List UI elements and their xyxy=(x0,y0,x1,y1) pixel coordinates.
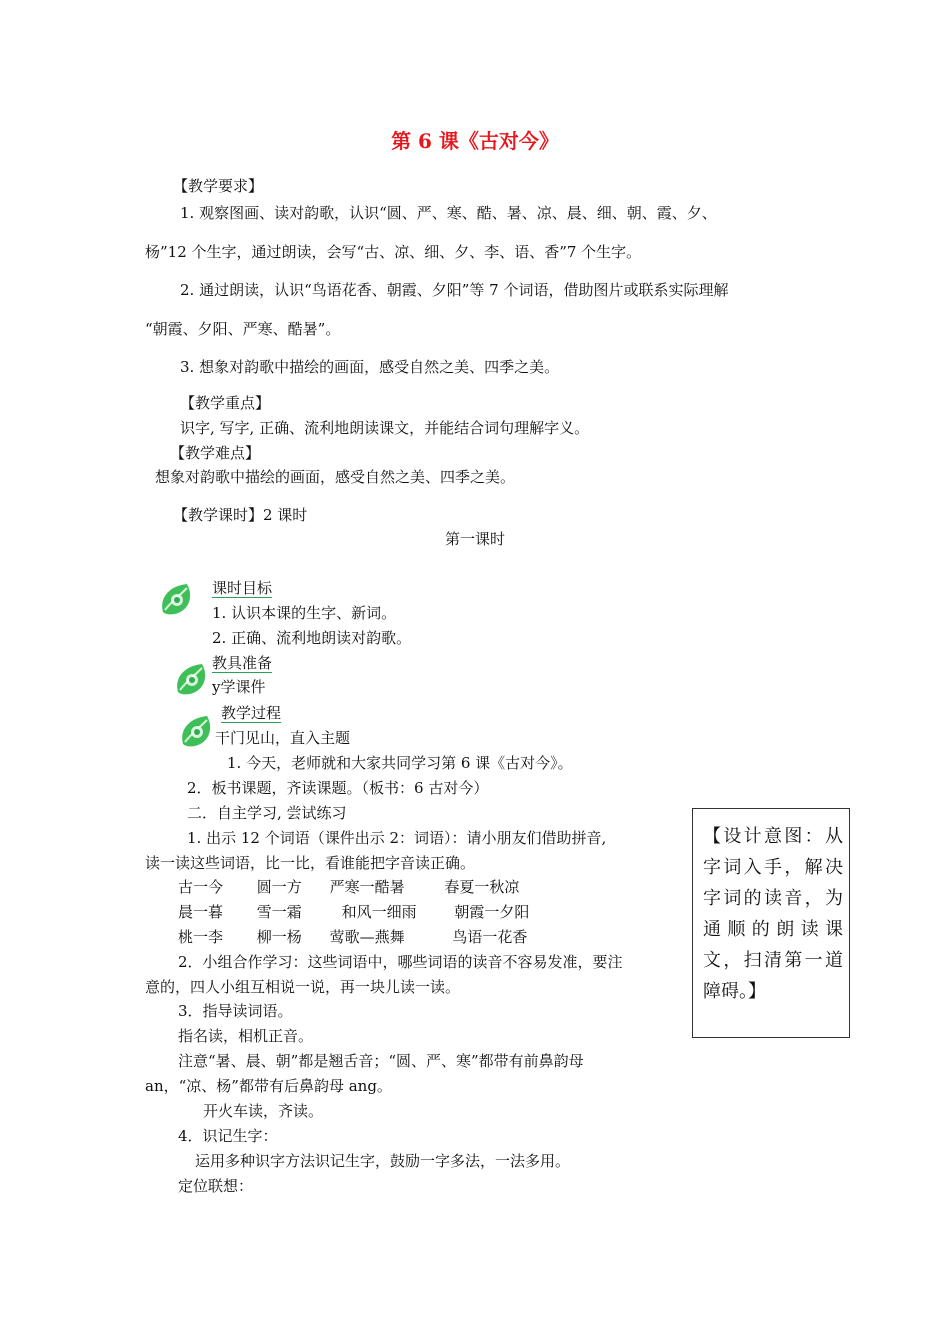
guide-line: 指名读，相机正音。 xyxy=(178,1027,314,1045)
step-1-item-2: 2．板书课题，齐读课题。（板书：6 古对今） xyxy=(187,779,489,797)
word-item: 圆一方 xyxy=(256,878,302,896)
design-note-text: 【设计意图：从字词入手，解决字词的读音，为通顺的朗读课文，扫清第一道障碍。】 xyxy=(703,826,843,1002)
word-item: 雪一霜 xyxy=(256,903,302,921)
word-row xyxy=(178,927,527,947)
group-study-line-2: 意的，四人小组互相说一说，再一块儿读一读。 xyxy=(145,978,461,996)
class-hours: 【教学课时】2 课时 xyxy=(173,506,308,524)
tools-text: y学课件 xyxy=(212,678,266,696)
step-1-item-1: 1. 今天，老师就和大家共同学习第 6 课《古对今》。 xyxy=(227,754,573,772)
word-item: 莺歌—燕舞 xyxy=(329,928,405,946)
goals-heading: 课时目标 xyxy=(212,579,273,597)
goal-1: 1. 认识本课的生字、新词。 xyxy=(212,604,397,622)
word-item: 春夏一秋凉 xyxy=(444,878,520,896)
step-2-item-1-line-2: 读一读这些词语，比一比，看谁能把字音读正确。 xyxy=(145,854,476,872)
word-item: 桃一李 xyxy=(178,928,224,946)
first-lesson-heading: 第一课时 xyxy=(444,530,505,548)
word-item: 和风一细雨 xyxy=(341,903,417,921)
requirement-3: 3. 想象对韵歌中描绘的画面，感受自然之美、四季之美。 xyxy=(180,358,560,376)
leaf-icon xyxy=(172,660,212,700)
requirement-2-line-1: 2. 通过朗读，认识“鸟语花香、朝霞、夕阳”等 7 个词语，借助图片或联系实际理解 xyxy=(180,281,729,299)
process-heading: 教学过程 xyxy=(221,704,282,722)
requirements-heading: 【教学要求】 xyxy=(173,177,264,195)
word-item: 鸟语一花香 xyxy=(452,928,528,946)
position-association: 定位联想： xyxy=(178,1177,254,1195)
memorize-text: 运用多种识字方法识记生字，鼓励一字多法，一法多用。 xyxy=(195,1152,571,1170)
requirement-2-line-2: “朝霞、夕阳、严寒、酷暑”。 xyxy=(145,320,341,338)
leaf-icon xyxy=(177,712,217,752)
word-item: 朝霞一夕阳 xyxy=(454,903,530,921)
page-title: 第 6 课《古对今》 xyxy=(391,129,559,153)
step-2-heading: 二．自主学习, 尝试练习 xyxy=(187,804,347,822)
word-item: 古一今 xyxy=(178,878,224,896)
word-item: 严寒一酷暑 xyxy=(329,878,405,896)
group-study-line-1: 2．小组合作学习：这些词语中，哪些词语的读音不容易发准，要注 xyxy=(178,953,623,971)
tools-heading: 教具准备 xyxy=(212,654,273,672)
word-item: 晨一暮 xyxy=(178,903,224,921)
key-points-heading: 【教学重点】 xyxy=(180,394,271,412)
note-line-2: an，“凉、杨”都带有后鼻韵母 ang。 xyxy=(145,1077,392,1095)
requirement-1-line-1: 1. 观察图画、读对韵歌，认识“圆、严、寒、酷、暑、凉、晨、细、朝、霞、夕、 xyxy=(180,204,717,222)
key-points-text: 识字, 写字, 正确、流利地朗读课文，并能结合词句理解字义。 xyxy=(180,419,590,437)
goal-2: 2. 正确、流利地朗读对韵歌。 xyxy=(212,629,412,647)
word-row xyxy=(178,877,519,897)
train-read: 开火车读，齐读。 xyxy=(203,1102,324,1120)
memorize-heading: 4．识记生字： xyxy=(178,1127,278,1145)
leaf-icon xyxy=(157,580,197,620)
guide-heading: 3．指导读词语。 xyxy=(178,1002,293,1020)
word-item: 柳一杨 xyxy=(256,928,302,946)
difficulties-heading: 【教学难点】 xyxy=(170,444,261,462)
step-1-heading: 干门见山，直入主题 xyxy=(215,729,351,747)
difficulties-text: 想象对韵歌中描绘的画面，感受自然之美、四季之美。 xyxy=(155,468,516,486)
design-note-box xyxy=(692,808,850,1038)
step-2-item-1-line-1: 1. 出示 12 个词语（课件出示 2：词语）：请小朋友们借助拼音, xyxy=(187,829,607,847)
word-row xyxy=(178,902,529,922)
requirement-1-line-2: 杨”12 个生字，通过朗读，会写“古、凉、细、夕、李、语、香”7 个生字。 xyxy=(145,243,642,261)
note-line-1: 注意“暑、晨、朝”都是翘舌音；“圆、严、寒”都带有前鼻韵母 xyxy=(178,1052,584,1070)
